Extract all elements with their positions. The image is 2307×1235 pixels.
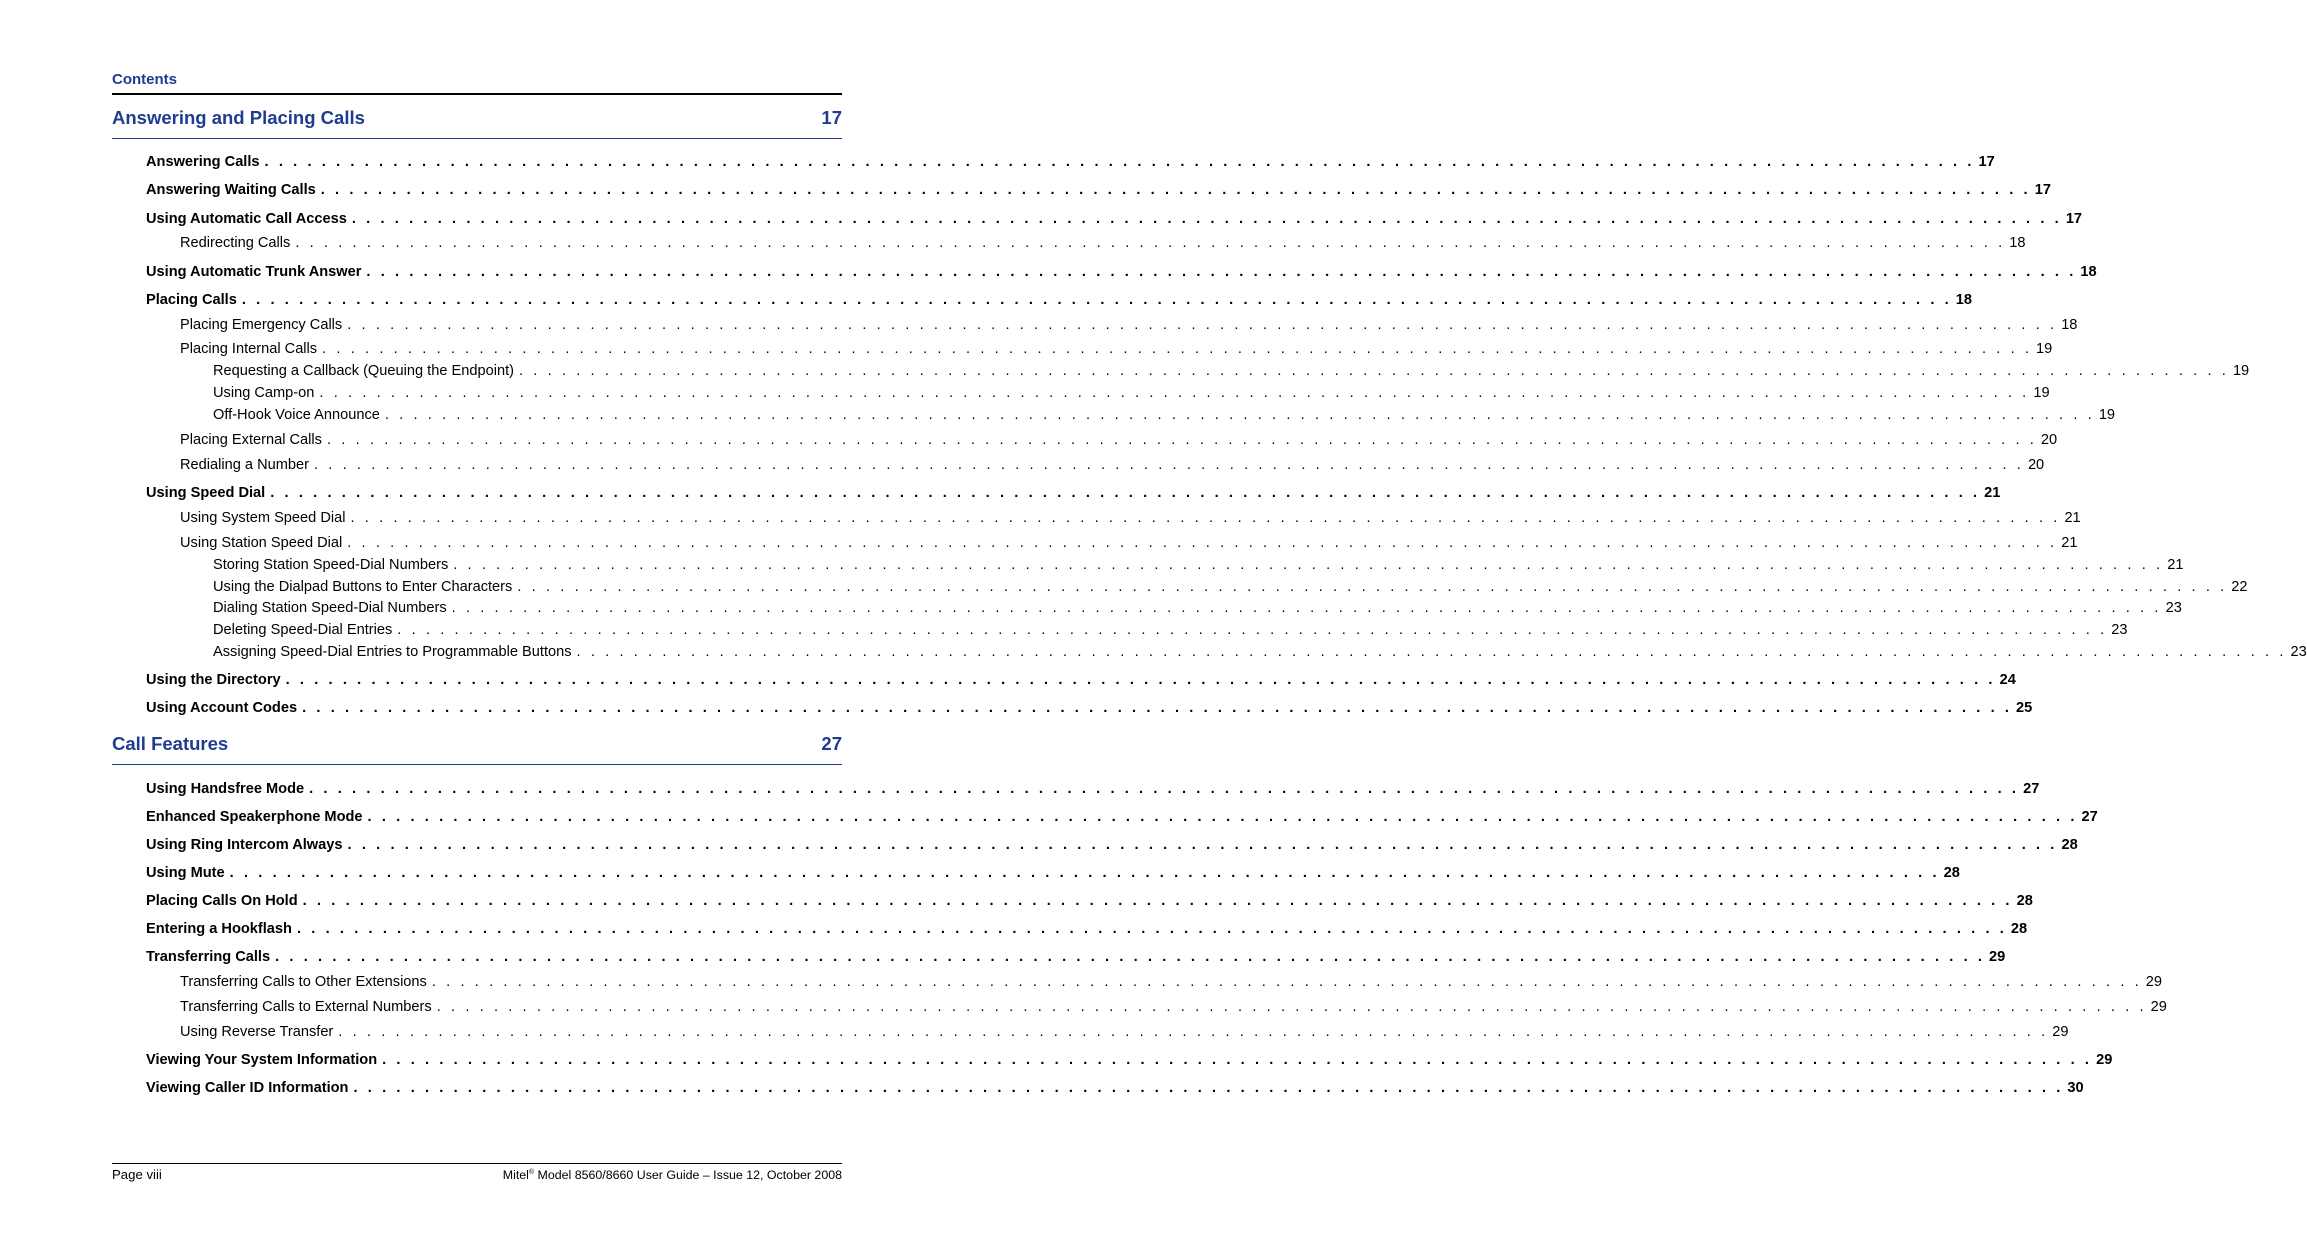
toc-entry[interactable] <box>146 290 1973 310</box>
toc-entry-page: 18 <box>2057 315 2077 335</box>
toc-entry-title: Using System Speed Dial <box>180 508 349 528</box>
toc-entry-page: 18 <box>2076 262 2096 282</box>
toc-entry-page: 19 <box>2032 339 2052 359</box>
toc-entry-title: Dialing Station Speed-Dial Numbers <box>213 598 451 618</box>
toc-entry-title: Viewing Caller ID Information <box>146 1078 352 1098</box>
toc-entry-page: 18 <box>1952 290 1972 310</box>
toc-entry[interactable] <box>146 1078 2084 1098</box>
toc-entry-title: Transferring Calls to External Numbers <box>180 997 436 1017</box>
toc-entry-page: 19 <box>2229 361 2249 381</box>
section-page: 27 <box>821 733 842 754</box>
toc-entry-title: Answering Waiting Calls <box>146 180 320 200</box>
dot-leader: . . . . . . . . . . . . . . . . . . . . . . . . . . . . . . . . . . . . . . . . . . . . . . . . . . . . . . . . . . . . . . . . . . . . . . . . . . . . . . . . . . . . . . . . . . . . . . . . . . . . . . . . . . . . . . . . . . . . . . . . <box>275 949 1986 965</box>
toc-entry[interactable] <box>146 863 1960 883</box>
section-page: 17 <box>821 107 842 128</box>
toc-entry[interactable] <box>146 152 1995 172</box>
toc-entry-title: Transferring Calls <box>146 947 274 967</box>
dot-leader: . . . . . . . . . . . . . . . . . . . . . . . . . . . . . . . . . . . . . . . . . . . . . . . . . . . . . . . . . . . . . . . . . . . . . . . . . . . . . . . . . . . . . . . . . . . . . . . . . . . . . . . . . . . . . . . . . . . . . . . . <box>309 781 2020 797</box>
toc-entry[interactable] <box>180 1022 2069 1042</box>
section-heading[interactable] <box>112 106 842 130</box>
dot-leader: . . . . . . . . . . . . . . . . . . . . . . . . . . . . . . . . . . . . . . . . . . . . . . . . . . . . . . . . . . . . . . . . . . . . . . . . . . . . . . . . . . . . . . . . . . . . . . . . . . . . . . . . . . . . . . . . . . . . . . . . <box>347 317 2058 333</box>
dot-leader: . . . . . . . . . . . . . . . . . . . . . . . . . . . . . . . . . . . . . . . . . . . . . . . . . . . . . . . . . . . . . . . . . . . . . . . . . . . . . . . . . . . . . . . . . . . . . . . . . . . . . . . . . . . . . . . . . . . . . . . . <box>241 292 1952 308</box>
toc-entry-title: Using Ring Intercom Always <box>146 835 347 855</box>
toc-entry-page: 21 <box>2163 555 2183 575</box>
toc-entry-title: Viewing Your System Information <box>146 1050 381 1070</box>
toc-entry-title: Redialing a Number <box>180 455 313 475</box>
section-rule <box>112 138 842 139</box>
toc-entry-page: 23 <box>2107 620 2127 640</box>
dot-leader: . . . . . . . . . . . . . . . . . . . . . . . . . . . . . . . . . . . . . . . . . . . . . . . . . . . . . . . . . . . . . . . . . . . . . . . . . . . . . . . . . . . . . . . . . . . . . . . . . . . . . . . . . . . . . . . . . . . . . . . . <box>517 579 2228 595</box>
toc-entry-title: Placing Calls On Hold <box>146 891 302 911</box>
toc-entry[interactable] <box>213 405 2116 425</box>
toc-entry-page: 24 <box>1996 670 2016 690</box>
dot-leader: . . . . . . . . . . . . . . . . . . . . . . . . . . . . . . . . . . . . . . . . . . . . . . . . . . . . . . . . . . . . . . . . . . . . . . . . . . . . . . . . . . . . . . . . . . . . . . . . . . . . . . . . . . . . . . . . . . . . . . . . <box>338 1024 2049 1040</box>
toc-entry-page: 27 <box>2019 779 2039 799</box>
toc-entry[interactable] <box>146 698 2033 718</box>
dot-leader: . . . . . . . . . . . . . . . . . . . . . . . . . . . . . . . . . . . . . . . . . . . . . . . . . . . . . . . . . . . . . . . . . . . . . . . . . . . . . . . . . . . . . . . . . . . . . . . . . . . . . . . . . . . . . . . . . . . . . . . . <box>270 485 1981 501</box>
toc-entry[interactable] <box>180 997 2167 1017</box>
toc-entry-title: Using Account Codes <box>146 698 301 718</box>
toc-entry[interactable] <box>180 233 2026 253</box>
toc-entry-page: 19 <box>2029 383 2049 403</box>
running-head: Contents <box>112 71 177 88</box>
toc-entry-title: Placing Emergency Calls <box>180 315 346 335</box>
dot-leader: . . . . . . . . . . . . . . . . . . . . . . . . . . . . . . . . . . . . . . . . . . . . . . . . . . . . . . . . . . . . . . . . . . . . . . . . . . . . . . . . . . . . . . . . . . . . . . . . . . . . . . . . . . . . . . . . . . . . . . . . <box>384 407 2095 423</box>
toc-entry[interactable] <box>213 577 2248 597</box>
footer-page-label: Page viii <box>112 1167 162 1182</box>
toc-entry-title: Off-Hook Voice Announce <box>213 405 384 425</box>
toc-entry[interactable] <box>146 483 2001 503</box>
toc-entry-page: 28 <box>2007 919 2027 939</box>
toc-entry-page: 17 <box>2031 180 2051 200</box>
toc-entry[interactable] <box>180 972 2163 992</box>
toc-entry-page: 28 <box>2013 891 2033 911</box>
toc-entry-page: 28 <box>1940 863 1960 883</box>
toc-entry-title: Using Speed Dial <box>146 483 269 503</box>
registered-mark: ® <box>528 1169 535 1176</box>
dot-leader: . . . . . . . . . . . . . . . . . . . . . . . . . . . . . . . . . . . . . . . . . . . . . . . . . . . . . . . . . . . . . . . . . . . . . . . . . . . . . . . . . . . . . . . . . . . . . . . . . . . . . . . . . . . . . . . . . . . . . . . . <box>326 432 2037 448</box>
toc-entry-title: Using Automatic Call Access <box>146 209 351 229</box>
dot-leader: . . . . . . . . . . . . . . . . . . . . . . . . . . . . . . . . . . . . . . . . . . . . . . . . . . . . . . . . . . . . . . . . . . . . . . . . . . . . . . . . . . . . . . . . . . . . . . . . . . . . . . . . . . . . . . . . . . . . . . . . <box>518 363 2229 379</box>
toc-entry-title: Requesting a Callback (Queuing the Endpoint) <box>213 361 518 381</box>
footer-document-title <box>503 1168 842 1182</box>
toc-entry[interactable] <box>213 383 2050 403</box>
toc-entry-title: Placing Internal Calls <box>180 339 321 359</box>
dot-leader: . . . . . . . . . . . . . . . . . . . . . . . . . . . . . . . . . . . . . . . . . . . . . . . . . . . . . . . . . . . . . . . . . . . . . . . . . . . . . . . . . . . . . . . . . . . . . . . . . . . . . . . . . . . . . . . . . . . . . . . . <box>353 1080 2064 1096</box>
dot-leader: . . . . . . . . . . . . . . . . . . . . . . . . . . . . . . . . . . . . . . . . . . . . . . . . . . . . . . . . . . . . . . . . . . . . . . . . . . . . . . . . . . . . . . . . . . . . . . . . . . . . . . . . . . . . . . . . . . . . . . . . <box>397 622 2108 638</box>
footer-brand: Mitel <box>502 1168 529 1182</box>
toc-entry-page: 21 <box>2060 508 2080 528</box>
toc-entry[interactable] <box>180 455 2045 475</box>
toc-entry-page: 21 <box>2057 533 2077 553</box>
footer-rule <box>112 1163 842 1164</box>
toc-entry-page: 20 <box>2024 455 2044 475</box>
dot-leader: . . . . . . . . . . . . . . . . . . . . . . . . . . . . . . . . . . . . . . . . . . . . . . . . . . . . . . . . . . . . . . . . . . . . . . . . . . . . . . . . . . . . . . . . . . . . . . . . . . . . . . . . . . . . . . . . . . . . . . . . <box>296 921 2007 937</box>
dot-leader: . . . . . . . . . . . . . . . . . . . . . . . . . . . . . . . . . . . . . . . . . . . . . . . . . . . . . . . . . . . . . . . . . . . . . . . . . . . . . . . . . . . . . . . . . . . . . . . . . . . . . . . . . . . . . . . . . . . . . . . . <box>322 341 2033 357</box>
toc-entry-page: 19 <box>2095 405 2115 425</box>
toc-entry-title: Placing Calls <box>146 290 241 310</box>
toc-entry-title: Enhanced Speakerphone Mode <box>146 807 367 827</box>
toc-entry[interactable] <box>146 779 2040 799</box>
toc-entry-page: 29 <box>2142 972 2162 992</box>
toc-entry[interactable] <box>213 620 2128 640</box>
top-rule <box>112 93 842 95</box>
dot-leader: . . . . . . . . . . . . . . . . . . . . . . . . . . . . . . . . . . . . . . . . . . . . . . . . . . . . . . . . . . . . . . . . . . . . . . . . . . . . . . . . . . . . . . . . . . . . . . . . . . . . . . . . . . . . . . . . . . . . . . . . <box>295 235 2006 251</box>
section-title: Call Features <box>112 733 229 754</box>
toc-entry[interactable] <box>146 891 2033 911</box>
dot-leader: . . . . . . . . . . . . . . . . . . . . . . . . . . . . . . . . . . . . . . . . . . . . . . . . . . . . . . . . . . . . . . . . . . . . . . . . . . . . . . . . . . . . . . . . . . . . . . . . . . . . . . . . . . . . . . . . . . . . . . . . <box>431 974 2142 990</box>
footer-doc-title: Model 8560/8660 User Guide – Issue 12, October 2008 <box>534 1168 842 1182</box>
toc-entry[interactable] <box>213 555 2184 575</box>
toc-entry[interactable] <box>213 642 2307 662</box>
dot-leader: . . . . . . . . . . . . . . . . . . . . . . . . . . . . . . . . . . . . . . . . . . . . . . . . . . . . . . . . . . . . . . . . . . . . . . . . . . . . . . . . . . . . . . . . . . . . . . . . . . . . . . . . . . . . . . . . . . . . . . . . <box>436 999 2147 1015</box>
dot-leader: . . . . . . . . . . . . . . . . . . . . . . . . . . . . . . . . . . . . . . . . . . . . . . . . . . . . . . . . . . . . . . . . . . . . . . . . . . . . . . . . . . . . . . . . . . . . . . . . . . . . . . . . . . . . . . . . . . . . . . . . <box>302 893 2013 909</box>
toc-entry-page: 22 <box>2227 577 2247 597</box>
toc-entry-page: 20 <box>2037 430 2057 450</box>
dot-leader: . . . . . . . . . . . . . . . . . . . . . . . . . . . . . . . . . . . . . . . . . . . . . . . . . . . . . . . . . . . . . . . . . . . . . . . . . . . . . . . . . . . . . . . . . . . . . . . . . . . . . . . . . . . . . . . . . . . . . . . . <box>285 672 1996 688</box>
dot-leader: . . . . . . . . . . . . . . . . . . . . . . . . . . . . . . . . . . . . . . . . . . . . . . . . . . . . . . . . . . . . . . . . . . . . . . . . . . . . . . . . . . . . . . . . . . . . . . . . . . . . . . . . . . . . . . . . . . . . . . . . <box>302 700 2013 716</box>
toc-entry[interactable] <box>180 533 2078 553</box>
toc-entry-page: 21 <box>1980 483 2000 503</box>
dot-leader: . . . . . . . . . . . . . . . . . . . . . . . . . . . . . . . . . . . . . . . . . . . . . . . . . . . . . . . . . . . . . . . . . . . . . . . . . . . . . . . . . . . . . . . . . . . . . . . . . . . . . . . . . . . . . . . . . . . . . . . . <box>576 644 2287 660</box>
toc-entry-page: 25 <box>2012 698 2032 718</box>
dot-leader: . . . . . . . . . . . . . . . . . . . . . . . . . . . . . . . . . . . . . . . . . . . . . . . . . . . . . . . . . . . . . . . . . . . . . . . . . . . . . . . . . . . . . . . . . . . . . . . . . . . . . . . . . . . . . . . . . . . . . . . . <box>347 837 2058 853</box>
toc-entry[interactable] <box>146 947 2006 967</box>
toc-entry[interactable] <box>146 919 2028 939</box>
toc-entry-title: Using the Dialpad Buttons to Enter Characters <box>213 577 516 597</box>
toc-entry[interactable] <box>146 209 2083 229</box>
dot-leader: . . . . . . . . . . . . . . . . . . . . . . . . . . . . . . . . . . . . . . . . . . . . . . . . . . . . . . . . . . . . . . . . . . . . . . . . . . . . . . . . . . . . . . . . . . . . . . . . . . . . . . . . . . . . . . . . . . . . . . . . <box>313 457 2024 473</box>
toc-entry[interactable] <box>213 361 2250 381</box>
toc-entry[interactable] <box>146 180 2051 200</box>
toc-entry[interactable] <box>146 807 2098 827</box>
toc-entry-page: 29 <box>2092 1050 2112 1070</box>
dot-leader: . . . . . . . . . . . . . . . . . . . . . . . . . . . . . . . . . . . . . . . . . . . . . . . . . . . . . . . . . . . . . . . . . . . . . . . . . . . . . . . . . . . . . . . . . . . . . . . . . . . . . . . . . . . . . . . . . . . . . . . . <box>367 809 2078 825</box>
toc-entry[interactable] <box>146 1050 2113 1070</box>
toc-entry[interactable] <box>146 835 2078 855</box>
toc-entry[interactable] <box>146 670 2016 690</box>
dot-leader: . . . . . . . . . . . . . . . . . . . . . . . . . . . . . . . . . . . . . . . . . . . . . . . . . . . . . . . . . . . . . . . . . . . . . . . . . . . . . . . . . . . . . . . . . . . . . . . . . . . . . . . . . . . . . . . . . . . . . . . . <box>350 510 2061 526</box>
toc-entry-page: 30 <box>2063 1078 2083 1098</box>
dot-leader: . . . . . . . . . . . . . . . . . . . . . . . . . . . . . . . . . . . . . . . . . . . . . . . . . . . . . . . . . . . . . . . . . . . . . . . . . . . . . . . . . . . . . . . . . . . . . . . . . . . . . . . . . . . . . . . . . . . . . . . . <box>347 535 2058 551</box>
toc-entry-page: 28 <box>2057 835 2077 855</box>
toc-entry-title: Redirecting Calls <box>180 233 294 253</box>
toc-entry[interactable] <box>180 315 2078 335</box>
toc-entry-title: Using Reverse Transfer <box>180 1022 337 1042</box>
toc-entry-title: Answering Calls <box>146 152 264 172</box>
section-title: Answering and Placing Calls <box>112 107 365 128</box>
toc-entry[interactable] <box>146 262 2097 282</box>
toc-entry-page: 29 <box>1985 947 2005 967</box>
toc-entry-title: Using Automatic Trunk Answer <box>146 262 365 282</box>
dot-leader: . . . . . . . . . . . . . . . . . . . . . . . . . . . . . . . . . . . . . . . . . . . . . . . . . . . . . . . . . . . . . . . . . . . . . . . . . . . . . . . . . . . . . . . . . . . . . . . . . . . . . . . . . . . . . . . . . . . . . . . . <box>366 264 2077 280</box>
toc-entry-title: Transferring Calls to Other Extensions <box>180 972 431 992</box>
toc-entry-page: 29 <box>2048 1022 2068 1042</box>
dot-leader: . . . . . . . . . . . . . . . . . . . . . . . . . . . . . . . . . . . . . . . . . . . . . . . . . . . . . . . . . . . . . . . . . . . . . . . . . . . . . . . . . . . . . . . . . . . . . . . . . . . . . . . . . . . . . . . . . . . . . . . . <box>319 385 2030 401</box>
toc-entry-title: Entering a Hookflash <box>146 919 296 939</box>
toc-entry-title: Assigning Speed-Dial Entries to Programmable Buttons <box>213 642 576 662</box>
toc-entry[interactable] <box>180 430 2058 450</box>
toc-entry-title: Deleting Speed-Dial Entries <box>213 620 396 640</box>
toc-entry-title: Using Mute <box>146 863 229 883</box>
toc-entry-title: Using Camp-on <box>213 383 318 403</box>
toc-entry-title: Storing Station Speed-Dial Numbers <box>213 555 452 575</box>
section-rule <box>112 764 842 765</box>
toc-entry-page: 27 <box>2077 807 2097 827</box>
toc-entry[interactable] <box>180 508 2081 528</box>
toc-entry-title: Using Handsfree Mode <box>146 779 308 799</box>
toc-entry-page: 18 <box>2005 233 2025 253</box>
dot-leader: . . . . . . . . . . . . . . . . . . . . . . . . . . . . . . . . . . . . . . . . . . . . . . . . . . . . . . . . . . . . . . . . . . . . . . . . . . . . . . . . . . . . . . . . . . . . . . . . . . . . . . . . . . . . . . . . . . . . . . . . <box>382 1052 2093 1068</box>
toc-entry-page: 29 <box>2147 997 2167 1017</box>
toc-entry-page: 23 <box>2287 642 2307 662</box>
dot-leader: . . . . . . . . . . . . . . . . . . . . . . . . . . . . . . . . . . . . . . . . . . . . . . . . . . . . . . . . . . . . . . . . . . . . . . . . . . . . . . . . . . . . . . . . . . . . . . . . . . . . . . . . . . . . . . . . . . . . . . . . <box>453 557 2164 573</box>
toc-entry[interactable] <box>213 598 2182 618</box>
dot-leader: . . . . . . . . . . . . . . . . . . . . . . . . . . . . . . . . . . . . . . . . . . . . . . . . . . . . . . . . . . . . . . . . . . . . . . . . . . . . . . . . . . . . . . . . . . . . . . . . . . . . . . . . . . . . . . . . . . . . . . . . <box>229 865 1940 881</box>
dot-leader: . . . . . . . . . . . . . . . . . . . . . . . . . . . . . . . . . . . . . . . . . . . . . . . . . . . . . . . . . . . . . . . . . . . . . . . . . . . . . . . . . . . . . . . . . . . . . . . . . . . . . . . . . . . . . . . . . . . . . . . . <box>320 182 2031 198</box>
dot-leader: . . . . . . . . . . . . . . . . . . . . . . . . . . . . . . . . . . . . . . . . . . . . . . . . . . . . . . . . . . . . . . . . . . . . . . . . . . . . . . . . . . . . . . . . . . . . . . . . . . . . . . . . . . . . . . . . . . . . . . . . <box>351 211 2062 227</box>
dot-leader: . . . . . . . . . . . . . . . . . . . . . . . . . . . . . . . . . . . . . . . . . . . . . . . . . . . . . . . . . . . . . . . . . . . . . . . . . . . . . . . . . . . . . . . . . . . . . . . . . . . . . . . . . . . . . . . . . . . . . . . . <box>264 154 1975 170</box>
toc-entry[interactable] <box>180 339 2053 359</box>
toc-entry-page: 17 <box>2062 209 2082 229</box>
dot-leader: . . . . . . . . . . . . . . . . . . . . . . . . . . . . . . . . . . . . . . . . . . . . . . . . . . . . . . . . . . . . . . . . . . . . . . . . . . . . . . . . . . . . . . . . . . . . . . . . . . . . . . . . . . . . . . . . . . . . . . . . <box>451 600 2162 616</box>
toc-entry-title: Placing External Calls <box>180 430 326 450</box>
toc-entry-page: 17 <box>1975 152 1995 172</box>
section-heading[interactable] <box>112 732 842 756</box>
toc-entry-page: 23 <box>2162 598 2182 618</box>
toc-entry-title: Using the Directory <box>146 670 285 690</box>
toc-entry-title: Using Station Speed Dial <box>180 533 346 553</box>
